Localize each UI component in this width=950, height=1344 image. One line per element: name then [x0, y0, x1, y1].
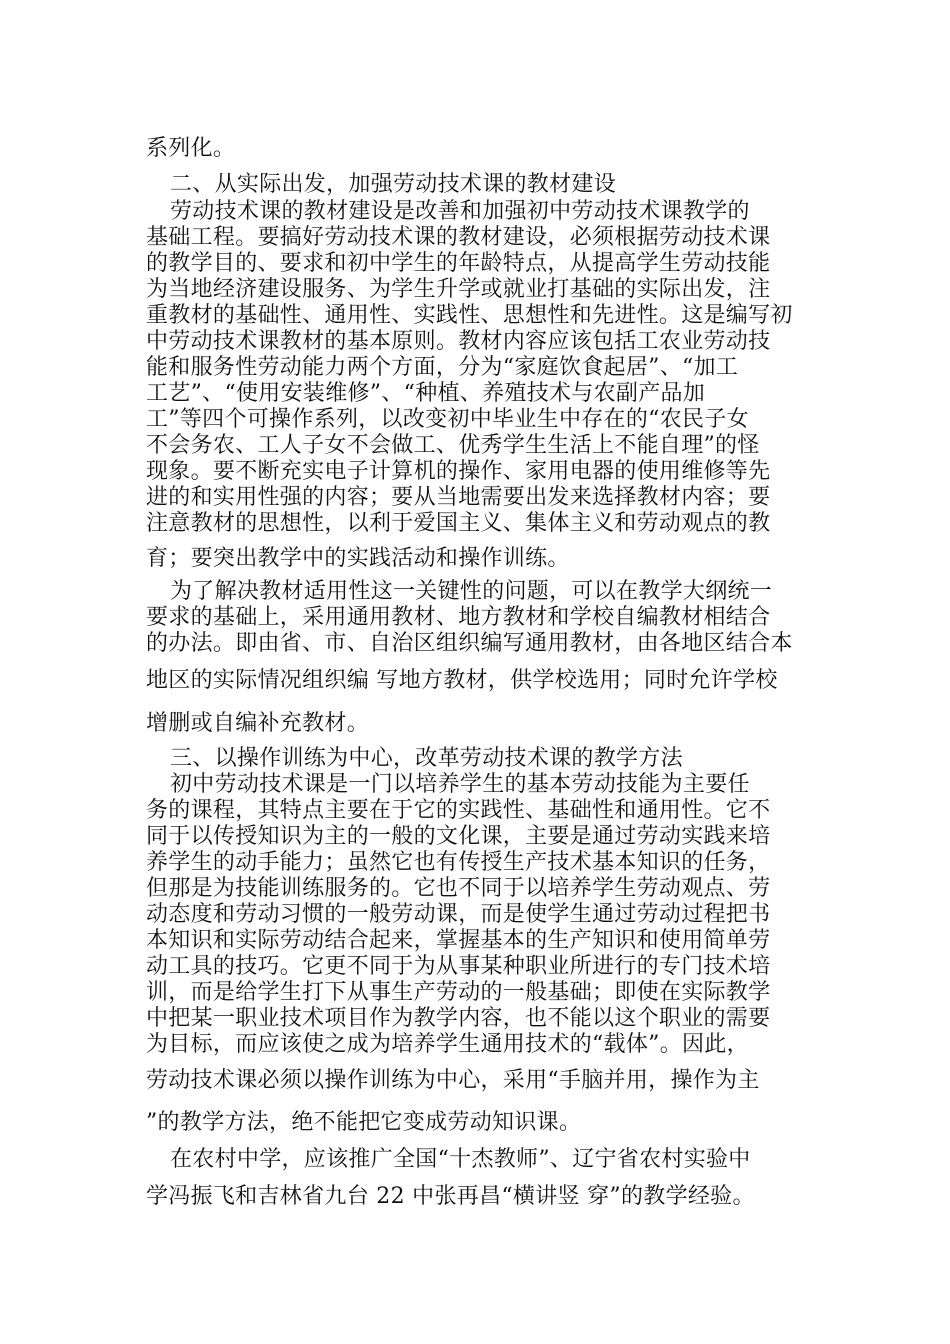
text-line: 养学生的动手能力；虽然它也有传授生产技术基本知识的任务，	[146, 850, 771, 875]
text-line: 育；要突出教学中的实践活动和操作训练。	[146, 546, 570, 571]
text-line: 工”等四个可操作系列，以改变初中毕业生中存在的“农民子女	[146, 407, 749, 432]
text-line: 基础工程。要搞好劳动技术课的教材建设，必须根据劳动技术课	[146, 225, 771, 250]
text-line: 为目标，而应该使之成为培养学生通用技术的“载体”。因此，	[146, 1032, 749, 1057]
text-line: 能和服务性劳动能力两个方面，分为“家庭饮食起居”、“加工	[146, 355, 739, 380]
text-line: 地区的实际情况组织编 写地方教材，供学校选用；同时允许学校	[146, 668, 778, 693]
text-line: 注意教材的思想性，以利于爱国主义、集体主义和劳动观点的教	[146, 511, 771, 536]
text-line: 不会务农、工人子女不会做工、优秀学生生活上不能自理”的怪	[146, 433, 760, 458]
text-line: 学冯振飞和吉林省九台 22 中张再昌“横讲竖 穿”的教学经验。	[146, 1184, 755, 1209]
section-heading: 三、以操作训练为中心，改革劳动技术课的教学方法	[170, 746, 683, 771]
text-line: 的教学目的、要求和初中学生的年龄特点，从提高学生劳动技能	[146, 251, 771, 276]
text-line: 中劳动技术课教材的基本原则。教材内容应该包括工农业劳动技	[146, 329, 771, 354]
text-line: 工艺”、“使用安装维修”、“种植、养殖技术与农副产品加	[146, 381, 706, 406]
text-line: 但那是为技能训练服务的。它也不同于以培养学生劳动观点、劳	[146, 876, 771, 901]
text-line: 进的和实用性强的内容；要从当地需要出发来选择教材内容；要	[146, 485, 771, 510]
text-line: 系列化。	[146, 136, 236, 161]
section-heading: 二、从实际出发，加强劳动技术课的教材建设	[170, 172, 617, 197]
text-line: 在农村中学，应该推广全国“十杰教师”、辽宁省农村实验中	[170, 1147, 751, 1172]
text-line: 重教材的基础性、通用性、实践性、思想性和先进性。这是编写初	[146, 303, 793, 328]
text-line: 中把某一职业技术项目作为教学内容，也不能以这个职业的需要	[146, 1006, 771, 1031]
text-line: 劳动技术课必须以操作训练为中心，采用“手脑并用，操作为主	[146, 1068, 760, 1093]
text-line: 务的课程，其特点主要在于它的实践性、基础性和通用性。它不	[146, 798, 771, 823]
text-line: ”的教学方法，绝不能把它变成劳动知识课。	[146, 1110, 582, 1135]
text-line: 要求的基础上，采用通用教材、地方教材和学校自编教材相结合	[146, 605, 771, 630]
text-line: 训，而是给学生打下从事生产劳动的一般基础；即使在实际教学	[146, 980, 771, 1005]
text-line: 同于以传授知识为主的一般的文化课，主要是通过劳动实践来培	[146, 824, 771, 849]
text-line: 的办法。即由省、市、自治区组织编写通用教材，由各地区结合本	[146, 631, 793, 656]
text-line: 为当地经济建设服务、为学生升学或就业打基础的实际出发，注	[146, 277, 771, 302]
text-line: 本知识和实际劳动结合起来，掌握基本的生产知识和使用简单劳	[146, 928, 771, 953]
text-line: 初中劳动技术课是一门以培养学生的基本劳动技能为主要任	[170, 772, 750, 797]
text-line: 动工具的技巧。它更不同于为从事某种职业所进行的专门技术培	[146, 954, 771, 979]
text-line: 现象。要不断充实电子计算机的操作、家用电器的使用维修等先	[146, 459, 771, 484]
text-line: 动态度和劳动习惯的一般劳动课，而是使学生通过劳动过程把书	[146, 902, 771, 927]
text-line: 增删或自编补充教材。	[146, 711, 370, 736]
text-line: 为了解决教材适用性这一关键性的问题，可以在教学大纲统一	[170, 579, 773, 604]
text-line: 劳动技术课的教材建设是改善和加强初中劳动技术课教学的	[170, 199, 750, 224]
